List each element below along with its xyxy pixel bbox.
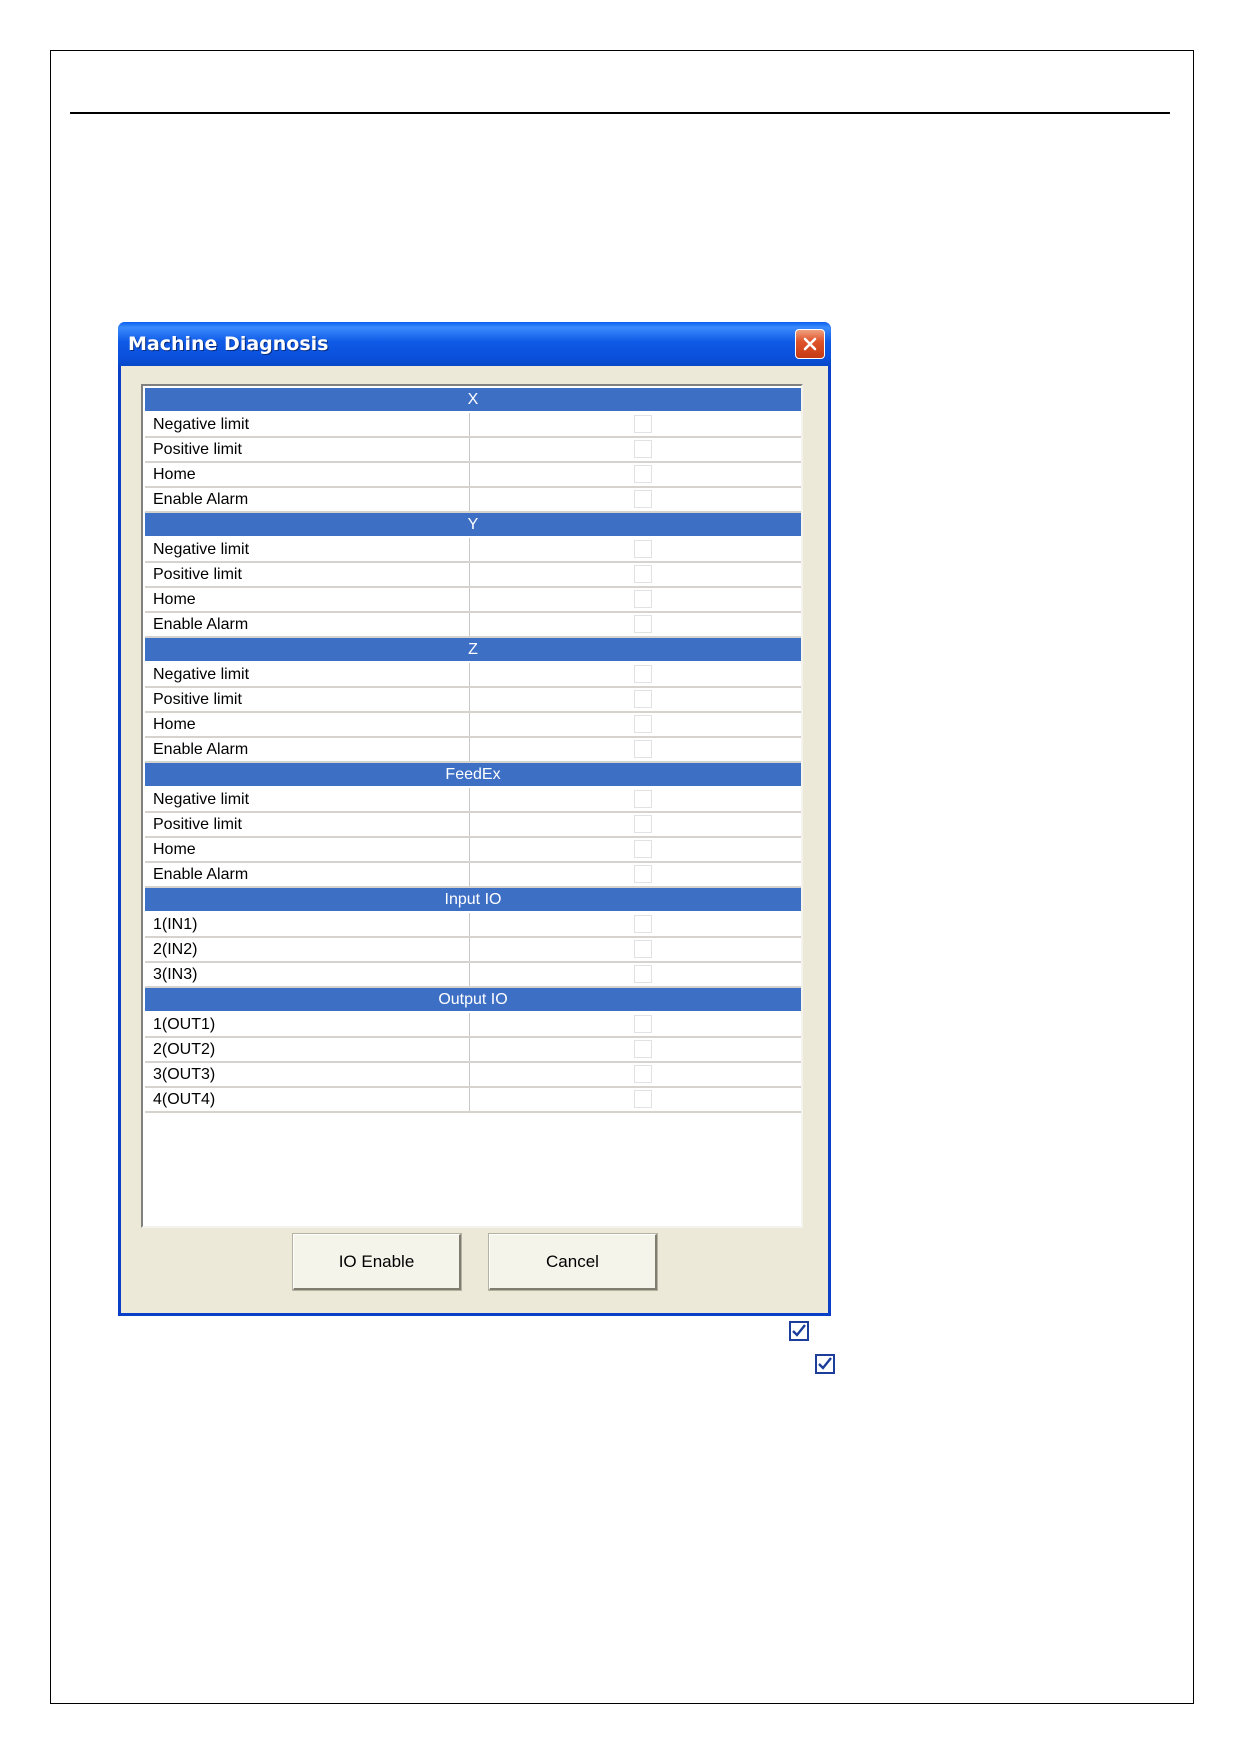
row-label: Positive limit	[145, 688, 470, 711]
row-check-cell	[470, 713, 801, 736]
section-header: Y	[145, 513, 801, 538]
cancel-button[interactable]	[489, 1234, 657, 1290]
list-row	[145, 538, 801, 563]
status-checkbox[interactable]	[634, 690, 652, 708]
row-check-cell	[470, 413, 801, 436]
list-row	[145, 663, 801, 688]
list-row	[145, 1013, 801, 1038]
row-label: Negative limit	[145, 788, 470, 811]
section-header: Output IO	[145, 988, 801, 1013]
row-check-cell	[470, 1013, 801, 1036]
section-header: Input IO	[145, 888, 801, 913]
status-checkbox[interactable]	[634, 415, 652, 433]
row-check-cell	[470, 863, 801, 886]
row-check-cell	[470, 663, 801, 686]
row-check-cell	[470, 913, 801, 936]
checked-box-icon	[815, 1354, 835, 1374]
section-header: Z	[145, 638, 801, 663]
diagnosis-grid	[145, 388, 801, 1113]
row-label: Home	[145, 838, 470, 861]
row-label: 3(IN3)	[145, 963, 470, 986]
close-icon	[802, 336, 818, 352]
list-row	[145, 463, 801, 488]
list-row	[145, 788, 801, 813]
status-checkbox[interactable]	[634, 790, 652, 808]
row-check-cell	[470, 813, 801, 836]
status-checkbox[interactable]	[634, 1015, 652, 1033]
list-row	[145, 613, 801, 638]
list-row	[145, 1088, 801, 1113]
list-row	[145, 588, 801, 613]
window-title: Machine Diagnosis	[128, 333, 329, 355]
status-checkbox[interactable]	[634, 665, 652, 683]
list-row	[145, 838, 801, 863]
row-check-cell	[470, 488, 801, 511]
title-bar[interactable]	[118, 322, 831, 366]
row-check-cell	[470, 613, 801, 636]
row-label: 1(IN1)	[145, 913, 470, 936]
status-checkbox[interactable]	[634, 740, 652, 758]
section-header: FeedEx	[145, 763, 801, 788]
row-label: Enable Alarm	[145, 613, 470, 636]
row-label: Negative limit	[145, 538, 470, 561]
status-checkbox[interactable]	[634, 565, 652, 583]
list-row	[145, 438, 801, 463]
status-checkbox[interactable]	[634, 490, 652, 508]
row-label: Negative limit	[145, 663, 470, 686]
status-checkbox[interactable]	[634, 440, 652, 458]
row-label: Positive limit	[145, 813, 470, 836]
list-row	[145, 863, 801, 888]
list-row	[145, 738, 801, 763]
status-checkbox[interactable]	[634, 865, 652, 883]
row-check-cell	[470, 563, 801, 586]
list-row	[145, 963, 801, 988]
row-label: Negative limit	[145, 413, 470, 436]
status-checkbox[interactable]	[634, 965, 652, 983]
row-label: Positive limit	[145, 563, 470, 586]
row-label: Home	[145, 588, 470, 611]
row-label: 3(OUT3)	[145, 1063, 470, 1086]
row-check-cell	[470, 688, 801, 711]
row-check-cell	[470, 463, 801, 486]
row-label: Enable Alarm	[145, 738, 470, 761]
list-row	[145, 938, 801, 963]
diagnosis-list[interactable]	[141, 384, 803, 1228]
row-check-cell	[470, 788, 801, 811]
list-row	[145, 913, 801, 938]
status-checkbox[interactable]	[634, 1065, 652, 1083]
row-check-cell	[470, 1063, 801, 1086]
header-rule	[70, 112, 1170, 114]
row-label: 2(OUT2)	[145, 1038, 470, 1061]
row-check-cell	[470, 588, 801, 611]
row-check-cell	[470, 1038, 801, 1061]
checkmark-icon	[791, 1323, 807, 1339]
row-check-cell	[470, 938, 801, 961]
row-label: Enable Alarm	[145, 488, 470, 511]
row-label: Enable Alarm	[145, 863, 470, 886]
checked-box-icon	[789, 1321, 809, 1341]
list-row	[145, 713, 801, 738]
status-checkbox[interactable]	[634, 840, 652, 858]
status-checkbox[interactable]	[634, 815, 652, 833]
cancel-label: Cancel	[546, 1251, 599, 1271]
status-checkbox[interactable]	[634, 940, 652, 958]
status-checkbox[interactable]	[634, 590, 652, 608]
row-label: 2(IN2)	[145, 938, 470, 961]
list-row	[145, 1063, 801, 1088]
section-header: X	[145, 388, 801, 413]
close-button[interactable]	[795, 329, 825, 359]
status-checkbox[interactable]	[634, 465, 652, 483]
checkmark-icon	[817, 1356, 833, 1372]
list-row	[145, 488, 801, 513]
io-enable-button[interactable]	[293, 1234, 461, 1290]
row-label: Home	[145, 713, 470, 736]
row-check-cell	[470, 838, 801, 861]
row-check-cell	[470, 438, 801, 461]
list-row	[145, 563, 801, 588]
io-enable-label: IO Enable	[338, 1251, 415, 1271]
row-check-cell	[470, 738, 801, 761]
row-label: Positive limit	[145, 438, 470, 461]
status-checkbox[interactable]	[634, 1090, 652, 1108]
status-checkbox[interactable]	[634, 540, 652, 558]
status-checkbox[interactable]	[634, 715, 652, 733]
list-row	[145, 413, 801, 438]
row-label: 1(OUT1)	[145, 1013, 470, 1036]
status-checkbox[interactable]	[634, 915, 652, 933]
row-check-cell	[470, 1088, 801, 1111]
row-check-cell	[470, 538, 801, 561]
list-row	[145, 1038, 801, 1063]
row-label: Home	[145, 463, 470, 486]
list-row	[145, 688, 801, 713]
status-checkbox[interactable]	[634, 1040, 652, 1058]
list-row	[145, 813, 801, 838]
status-checkbox[interactable]	[634, 615, 652, 633]
machine-diagnosis-dialog	[118, 322, 831, 1316]
row-label: 4(OUT4)	[145, 1088, 470, 1111]
row-check-cell	[470, 963, 801, 986]
